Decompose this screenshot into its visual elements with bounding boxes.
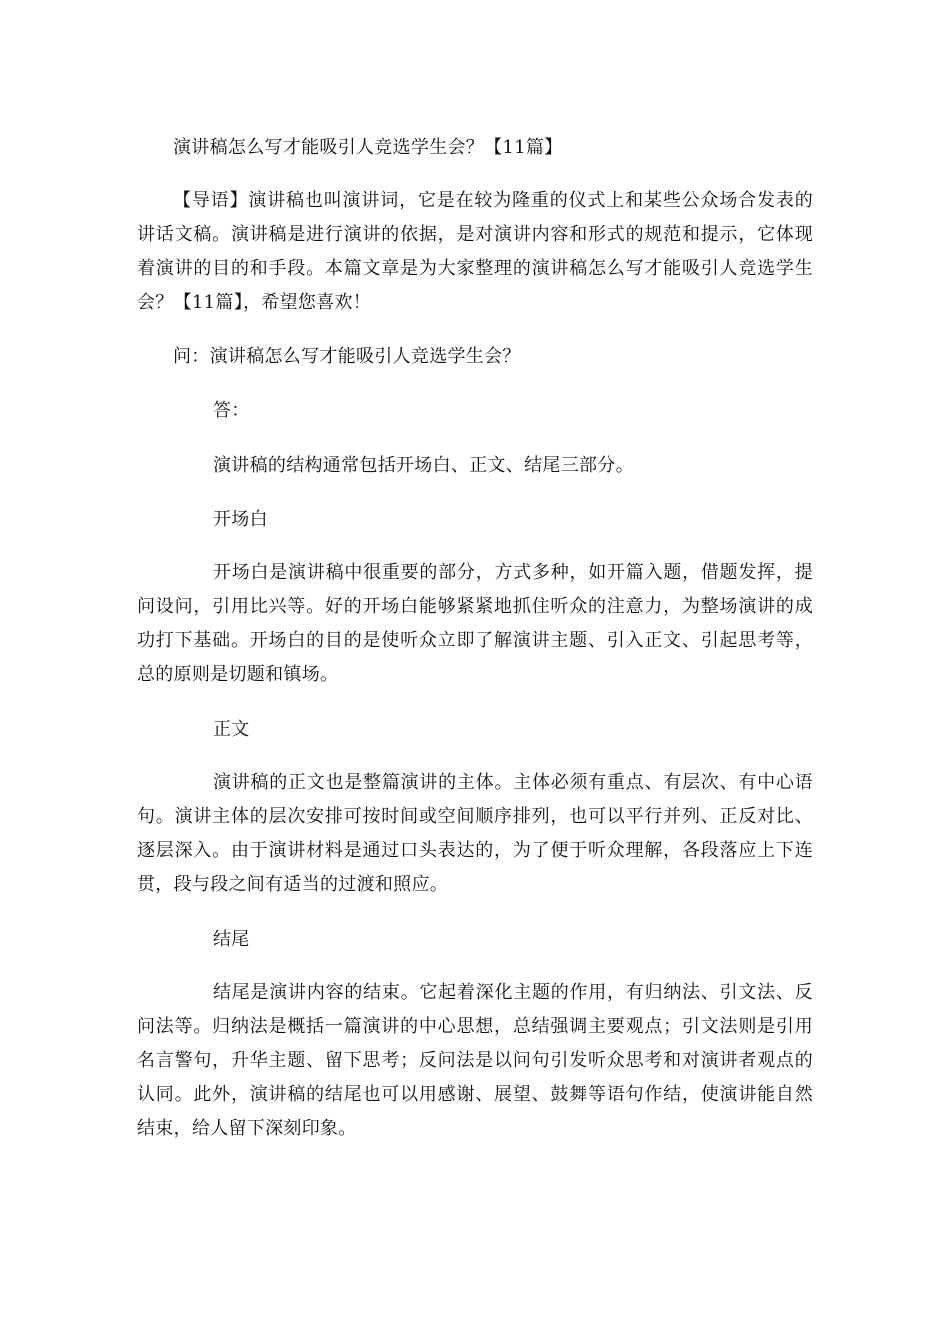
section-body-main: 演讲稿的正文也是整篇演讲的主体。主体必须有重点、有层次、有中心语句。演讲主体的层次安排可按时间或空间顺序排列，也可以平行并列、正反对比、逐层深入。由于演讲材料是通过口头表达的，为了便于听众理解，各段落应上下连贯，段与段之间有适当的过渡和照应。: [137, 772, 813, 895]
structure-line: 演讲稿的结构通常包括开场白、正文、结尾三部分。: [213, 455, 634, 476]
section-heading-ending: 结尾: [213, 929, 250, 950]
section-heading-opening: 开场白: [213, 509, 268, 530]
section-body-ending: 结尾是演讲内容的结束。它起着深化主题的作用，有归纳法、引文法、反问法等。归纳法是概括一篇演讲的中心思想，总结强调主要观点；引文法则是引用名言警句，升华主题、留下思考；反问法是以问句引发听众思考和对演讲者观点的认同。此外，演讲稿的结尾也可以用感谢、展望、鼓舞等语句作结，使演讲能自然结束，给人留下深刻印象。: [137, 982, 813, 1139]
section-body-opening: 开场白是演讲稿中很重要的部分，方式多种，如开篇入题，借题发挥，提问设问，引用比兴等。好的开场白能够紧紧地抓住听众的注意力，为整场演讲的成功打下基础。开场白的目的是使听众立即了解演讲主题、引入正文、引起思考等，总的原则是切题和镇场。: [137, 562, 813, 685]
document-title: 演讲稿怎么写才能吸引人竞选学生会？【11篇】: [173, 137, 563, 158]
answer-label: 答：: [213, 400, 250, 421]
intro-paragraph: 【导语】演讲稿也叫演讲词，它是在较为隆重的仪式上和某些公众场合发表的讲话文稿。演讲稿是进行演讲的依据，是对演讲内容和形式的规范和提示，它体现着演讲的目的和手段。本篇文章是为大家整理的演讲稿怎么写才能吸引人竞选学生会？【11篇】，希望您喜欢！: [137, 190, 813, 313]
question-line: 问：演讲稿怎么写才能吸引人竞选学生会？: [173, 346, 521, 367]
section-heading-main: 正文: [213, 719, 250, 740]
